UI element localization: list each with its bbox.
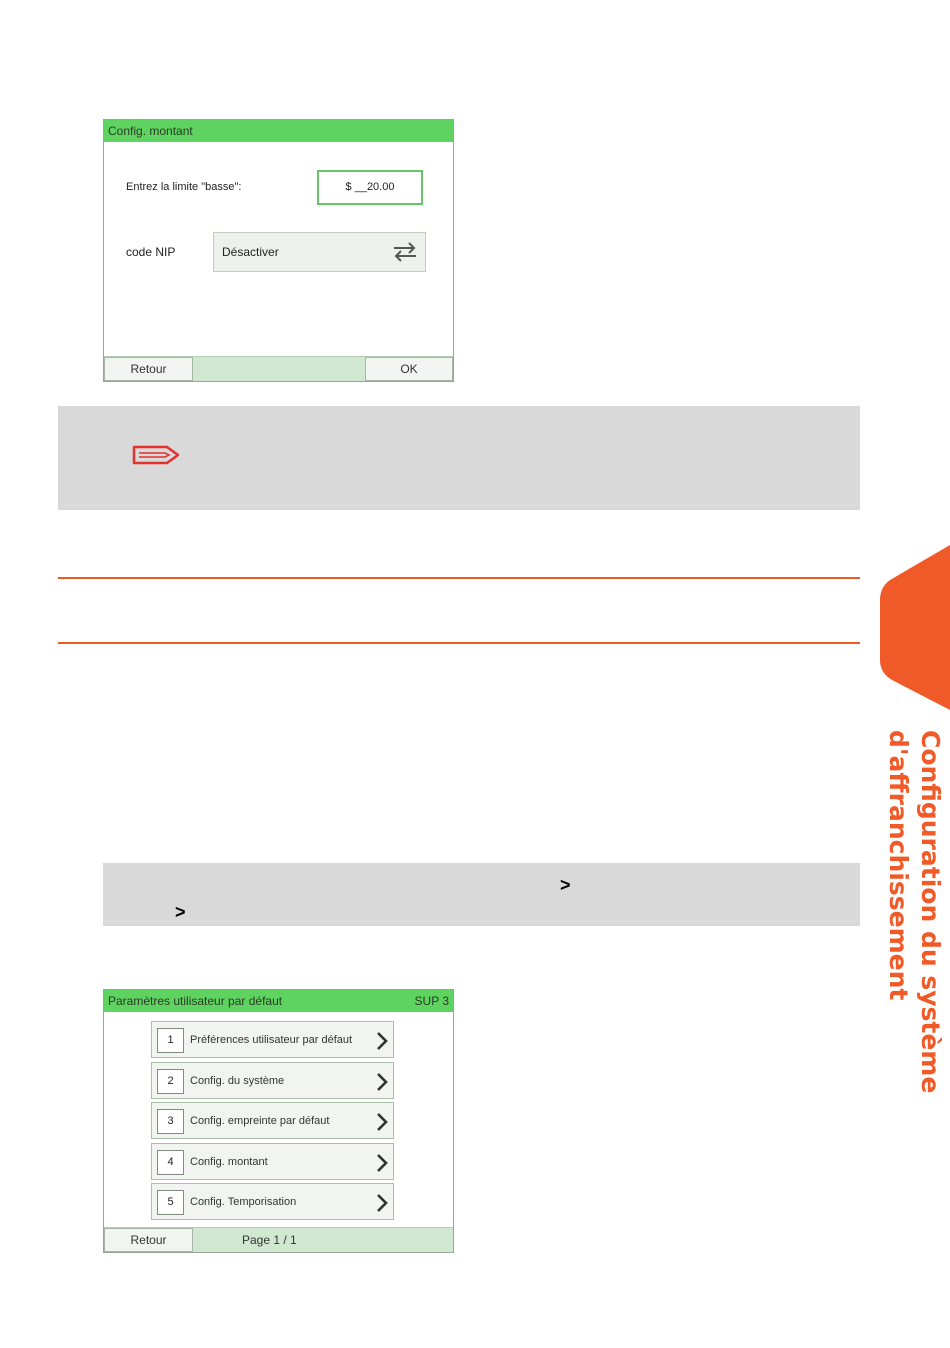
menu-item-label: Config. empreinte par défaut	[190, 1115, 330, 1127]
chevron-right-icon	[375, 1031, 389, 1051]
low-limit-label: Entrez la limite "basse":	[126, 181, 242, 193]
menu-item-default-preferences[interactable]	[151, 1021, 394, 1058]
screen-title-bar	[104, 990, 453, 1012]
config-amount-screen	[103, 119, 454, 382]
menu-item-timeout-config[interactable]	[151, 1183, 394, 1220]
pin-code-label: code NIP	[126, 245, 176, 259]
note-box	[58, 406, 860, 510]
screen-title: Config. montant	[108, 124, 193, 138]
ok-button[interactable]: OK	[365, 357, 453, 381]
menu-item-number: 4	[157, 1150, 184, 1175]
screen-footer	[104, 1227, 453, 1252]
back-button[interactable]: Retour	[104, 357, 193, 381]
screen-footer	[104, 356, 453, 381]
note-pencil-icon	[131, 442, 181, 468]
menu-item-number: 2	[157, 1069, 184, 1094]
chapter-title-line-1: Configuration du système	[916, 730, 945, 1094]
chapter-title-line-2: d'affranchissement	[884, 730, 913, 1001]
menu-item-number: 3	[157, 1109, 184, 1134]
path-chevron: >	[175, 902, 186, 922]
screen-title-bar	[104, 120, 453, 142]
menu-item-label: Config. montant	[190, 1156, 268, 1168]
screen-code: SUP 3	[414, 994, 449, 1008]
menu-item-system-config[interactable]	[151, 1062, 394, 1099]
chapter-side-title	[876, 730, 946, 1100]
menu-item-label: Config. Temporisation	[190, 1196, 297, 1208]
chevron-right-icon	[375, 1112, 389, 1132]
menu-path-bar	[103, 863, 860, 926]
menu-item-label: Config. du système	[190, 1075, 285, 1087]
pin-code-toggle[interactable]	[213, 232, 426, 272]
default-user-settings-screen	[103, 989, 454, 1253]
section-rule-top	[58, 577, 860, 579]
menu-item-label: Préférences utilisateur par défaut	[190, 1034, 353, 1046]
swap-arrows-icon	[391, 241, 419, 263]
path-chevron: >	[560, 875, 571, 895]
chapter-tab-shape	[880, 545, 950, 710]
back-button[interactable]: Retour	[104, 1228, 193, 1252]
menu-item-number: 1	[157, 1028, 184, 1053]
chevron-right-icon	[375, 1153, 389, 1173]
chevron-right-icon	[375, 1193, 389, 1213]
screen-title: Paramètres utilisateur par défaut	[108, 994, 283, 1008]
menu-item-default-imprint-config[interactable]	[151, 1102, 394, 1139]
chevron-right-icon	[375, 1072, 389, 1092]
low-limit-amount-field[interactable]: $ __20.00	[317, 170, 423, 205]
pin-code-value: Désactiver	[222, 245, 279, 259]
section-rule-bottom	[58, 642, 860, 644]
menu-item-amount-config[interactable]	[151, 1143, 394, 1180]
menu-item-number: 5	[157, 1190, 184, 1215]
page-indicator: Page 1 / 1	[242, 1233, 297, 1247]
